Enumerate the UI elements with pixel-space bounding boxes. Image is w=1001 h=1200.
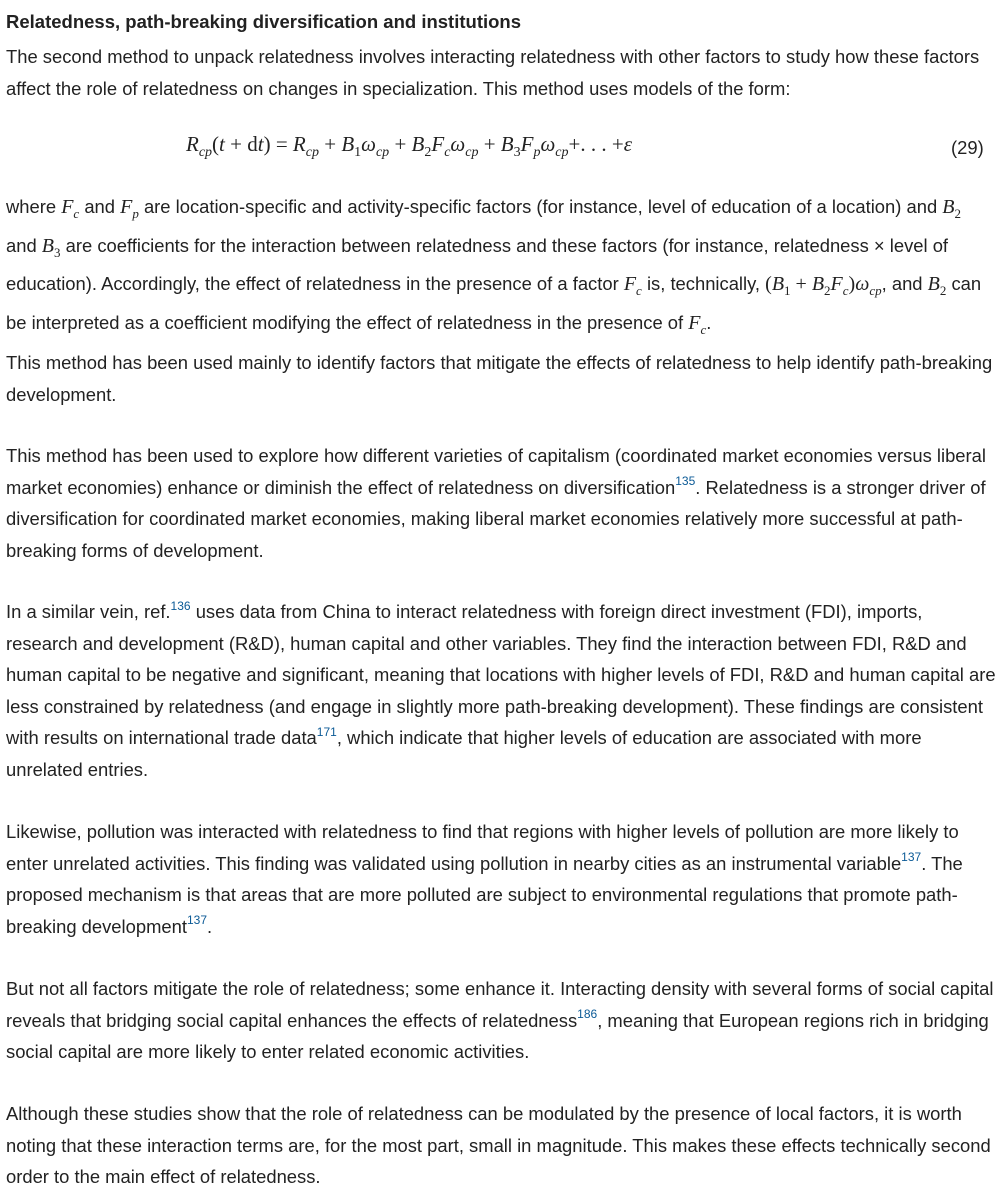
citation-link-171[interactable]: 171 <box>316 724 337 739</box>
math-fp: $F_p$ <box>120 196 139 221</box>
conclusion-paragraph <box>6 1098 996 1193</box>
intro-paragraph <box>6 41 996 104</box>
text-run: and <box>79 196 121 217</box>
text-run: are location-specific and activity-specific factors (for instance, level of education of a location) and <box>138 196 943 217</box>
citation-link-137[interactable]: 137 <box>186 913 207 928</box>
text-run: Likewise, pollution was interacted with relatedness to find that regions with higher levels of pollution are more likely to enter unrelated activities. This finding was validated using pollution in nearby cities as an instrumental variable <box>6 821 959 874</box>
math-effect-expression: $(B_1 + B_2F_c)\omega_{cp}$ <box>765 273 882 298</box>
text-run: But not all factors mitigate the role of relatedness; some enhance it. Interacting density with several forms of social capital reveals that bridging social capital enhances the effects of relatedness <box>6 978 994 1031</box>
text-run: where <box>6 196 62 217</box>
math-b2: $B_2$ <box>927 273 947 298</box>
text-run: , and <box>881 273 928 294</box>
text-run: can be interpreted as a coefficient modifying the effect of relatedness in the presence of <box>6 273 982 333</box>
citation-link-136[interactable]: 136 <box>170 598 191 613</box>
capitalism-paragraph <box>6 440 996 566</box>
text-run: . <box>207 915 213 937</box>
text-run: Although these studies show that the role of relatedness can be modulated by the presence of local factors, it is worth noting that these interaction terms are, for the most part, small in magnitude. This makes these effects technically second order to the main effect of relatedness. <box>6 1103 991 1187</box>
text-run: . <box>706 311 712 333</box>
math-fc: $F_c$ <box>61 196 80 221</box>
intro-text: The second method to unpack relatedness involves interacting relatedness with other factors to study how these factors affect the role of relatedness on changes in specialization. This method uses models of the form: <box>6 46 980 99</box>
equation-formula: $R_{cp}(t + dt) = R_{cp} + B_1\omega_{cp} + B_2F_c\omega_{cp} + B_3F_p\omega_{cp}+$. . . +ε <box>186 132 632 161</box>
text-run: , which indicate that higher levels of education are associated with more unrelated entries. <box>6 727 922 780</box>
text-run: . Relatedness is a stronger driver of diversification for coordinated market economies, making liberal market economies relatively more successful at path-breaking forms of development. <box>6 476 986 561</box>
citation-link-135[interactable]: 135 <box>675 474 696 489</box>
text-run: This method has been used to explore how different varieties of capitalism (coordinated market economies versus liberal market economies) enhance or diminish the effect of relatedness on diversification <box>6 445 986 498</box>
text-run: , meaning that European regions rich in bridging social capital are more likely to enter related economic activities. <box>6 1009 989 1062</box>
citation-link-186[interactable]: 186 <box>577 1007 598 1022</box>
math-b2: $B_2$ <box>942 196 962 221</box>
equation-number: (29) <box>951 137 984 158</box>
text-run: uses data from China to interact relatedness with foreign direct investment (FDI), imports, research and development (R&D), human capital and other variables. They find the interaction between FDI, R&D and human capital to be negative and significant, meaning that locations with higher levels of FDI, R&D and human capital are less constrained by relatedness (and engage in slightly more path-breaking development). These findings are consistent with results on international trade data <box>6 601 996 748</box>
mitigate-paragraph <box>6 347 996 410</box>
social-capital-paragraph <box>6 973 996 1068</box>
china-paragraph <box>6 596 996 785</box>
where-paragraph <box>6 191 996 345</box>
text-run: is, technically, <box>641 273 766 294</box>
math-b3: $B_3$ <box>41 234 61 260</box>
math-fc: $F_c$ <box>623 273 642 298</box>
text-run: This method has been used mainly to identify factors that mitigate the effects of relatedness to help identify path-breaking development. <box>6 352 993 405</box>
section-heading: Relatedness, path-breaking diversification and institutions <box>6 11 522 32</box>
math-fc: $F_c$ <box>688 311 707 337</box>
text-run: are coefficients for the interaction between relatedness and these factors (for instance, relatedness × level of education). Accordingly, the effect of relatedness in the presence of a factor <box>6 234 949 294</box>
text-run: and <box>6 234 42 256</box>
text-run: . The proposed mechanism is that areas that are more polluted are subject to environmental regulations that promote path-breaking development <box>6 852 963 937</box>
citation-link-137[interactable]: 137 <box>901 850 922 865</box>
equation-29 <box>0 130 1001 170</box>
pollution-paragraph <box>6 816 996 942</box>
text-run: In a similar vein, ref. <box>6 601 171 622</box>
